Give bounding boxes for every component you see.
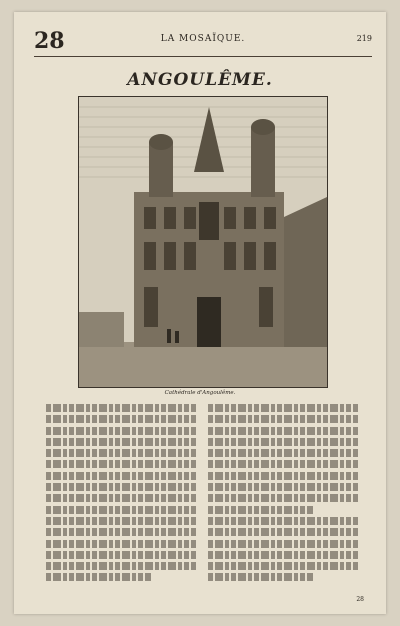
text-line — [208, 562, 358, 570]
text-line — [208, 449, 358, 457]
running-title: LA MOSAÏQUE. — [160, 34, 246, 44]
text-line — [208, 506, 313, 514]
text-line — [46, 460, 196, 468]
cathedral-engraving — [78, 96, 328, 388]
text-line — [46, 573, 151, 581]
text-line — [46, 517, 196, 525]
text-line — [208, 438, 358, 446]
text-line — [208, 551, 358, 559]
folio-number: 219 — [356, 34, 372, 43]
page — [14, 12, 386, 614]
text-line — [46, 483, 196, 491]
text-line — [208, 415, 358, 423]
text-line — [46, 472, 196, 480]
text-line — [208, 573, 313, 581]
article-title: ANGOULÊME. — [127, 70, 273, 90]
text-line — [46, 540, 196, 548]
text-line — [46, 438, 196, 446]
text-line — [208, 540, 358, 548]
footer-number: 28 — [356, 596, 364, 603]
text-line — [208, 528, 358, 536]
text-line — [46, 494, 196, 502]
text-line — [46, 528, 196, 536]
text-line — [208, 427, 358, 435]
header-rule — [34, 56, 372, 57]
text-line — [46, 551, 196, 559]
page-number: 28 — [34, 28, 65, 54]
text-line — [46, 449, 196, 457]
page-header — [34, 28, 372, 54]
text-line — [46, 427, 196, 435]
text-line — [46, 506, 196, 514]
engraving-caption: Cathédrale d'Angoulême. — [164, 390, 236, 396]
text-line — [208, 472, 358, 480]
text-line — [208, 494, 358, 502]
text-column-left — [46, 404, 196, 602]
text-line — [46, 415, 196, 423]
text-line — [208, 517, 358, 525]
text-column-right — [208, 404, 358, 602]
text-line — [208, 404, 358, 412]
text-line — [46, 562, 196, 570]
text-line — [208, 460, 358, 468]
text-line — [208, 483, 358, 491]
text-line — [46, 404, 196, 412]
